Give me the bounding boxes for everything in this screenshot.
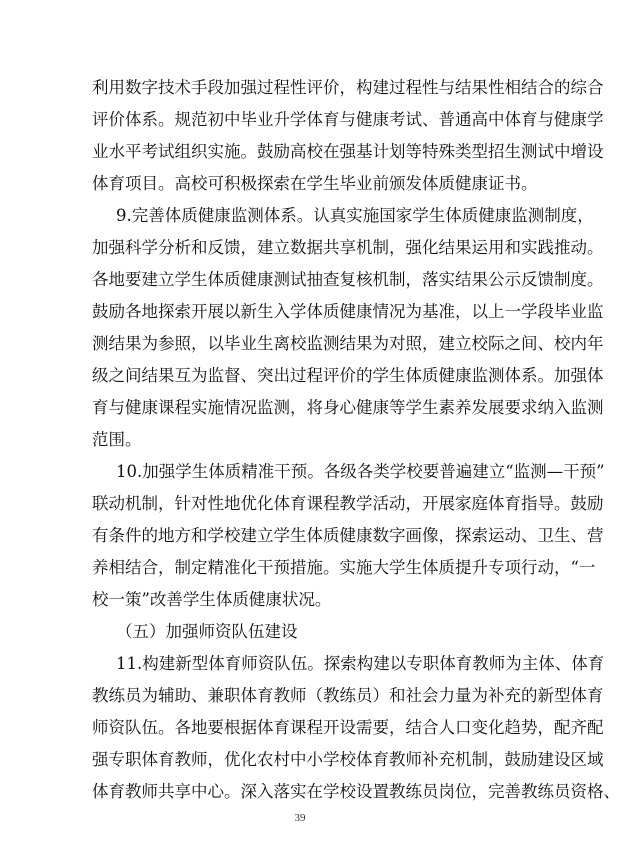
body-text-line: 级之间结果互为监督、突出过程评价的学生体质健康监测体系。加强体 [92,366,604,385]
body-text-line: 强专职体育教师，优化农村中小学校体育教师补充机制，鼓励建设区域 [92,750,604,769]
body-text-line: 鼓励各地探索开展以新生入学体质健康情况为基准，以上一学段毕业监 [92,302,604,321]
body-text-line: 体育教师共享中心。深入落实在学校设置教练员岗位，完善教练员资格、 [92,782,620,801]
section-heading: （五）加强师资队伍建设 [116,622,298,641]
body-text-line: 业水平考试组织实施。鼓励高校在强基计划等特殊类型招生测试中增设 [92,142,604,161]
body-text-line: 体育项目。高校可积极探索在学生毕业前颁发体质健康证书。 [92,174,538,193]
body-text-line: 各地要建立学生体质健康测试抽查复核机制，落实结果公示反馈制度。 [92,270,604,289]
page-number: 39 [294,812,306,824]
paragraph-10-start: 10.加强学生体质精准干预。各级各类学校要普遍建立“监测—干预” [116,462,605,481]
paragraph-11-start: 11.构建新型体育师资队伍。探索构建以专职体育教师为主体、体育 [116,654,605,673]
body-text-line: 养相结合，制定精准化干预措施。实施大学生体质提升专项行动，“一 [92,558,596,577]
body-text-line: 评价体系。规范初中毕业升学体育与健康考试、普通高中体育与健康学 [92,110,604,129]
body-text-line: 教练员为辅助、兼职体育教师（教练员）和社会力量为补充的新型体育 [92,686,604,705]
body-text-line: 联动机制，针对性地优化体育课程教学活动，开展家庭体育指导。鼓励 [92,494,604,513]
body-text-line: 范围。 [92,430,142,449]
body-text-line: 育与健康课程实施情况监测，将身心健康等学生素养发展要求纳入监测 [92,398,604,417]
body-text-line: 利用数字技术手段加强过程性评价，构建过程性与结果性相结合的综合 [92,78,604,97]
body-text-line: 加强科学分析和反馈，建立数据共享机制，强化结果运用和实践推动。 [92,238,604,257]
body-text-line: 师资队伍。各地要根据体育课程开设需要，结合人口变化趋势，配齐配 [92,718,604,737]
body-text-line: 校一策”改善学生体质健康状况。 [92,590,332,609]
body-text-line: 测结果为参照，以毕业生离校监测结果为对照，建立校际之间、校内年 [92,334,604,353]
paragraph-9-start: 9.完善体质健康监测体系。认真实施国家学生体质健康监测制度， [116,206,594,225]
body-text-line: 有条件的地方和学校建立学生体质健康数字画像，探索运动、卫生、营 [92,526,604,545]
